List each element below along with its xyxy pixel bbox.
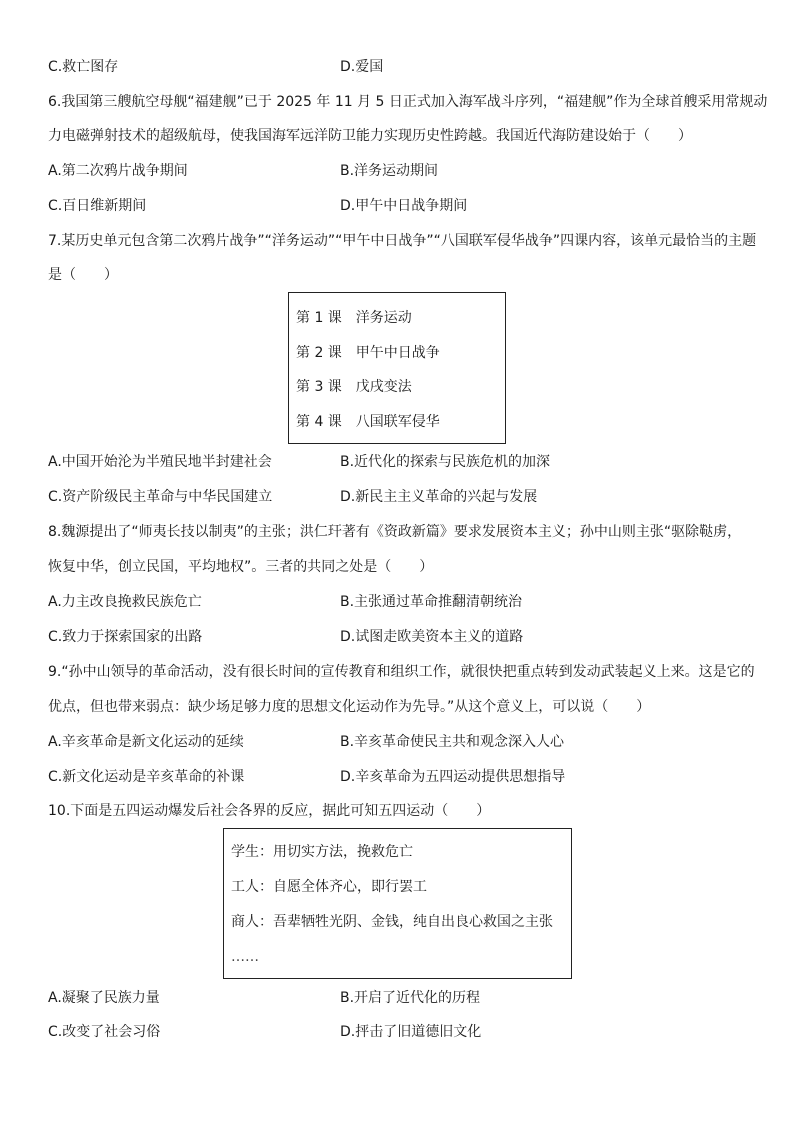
q8-stem-line1: 8.魏源提出了“师夷长技以制夷”的主张；洪仁玕著有《资政新篇》要求发展资本主义；孙中山则主张“驱除鞑虏， — [48, 524, 742, 540]
q7-lesson-box — [288, 292, 506, 444]
q6-stem-line1: 6.我国第三艘航空母舰“福建舰”已于 2025 年 11 月 5 日正式加入海军战斗序列，“福建舰”作为全球首艘采用常规动 — [48, 94, 768, 110]
q8-option-b: B.主张通过革命推翻清朝统治 — [340, 594, 523, 610]
q10-stem: 10.下面是五四运动爆发后社会各界的反应，据此可知五四运动（ ） — [48, 803, 491, 819]
q8-option-c: C.致力于探索国家的出路 — [48, 629, 203, 645]
q9-option-b: B.辛亥革命使民主共和观念深入人心 — [340, 734, 565, 750]
q10-reaction-students: 学生：用切实方法，挽救危亡 — [231, 844, 413, 860]
q5-option-c: C.救亡图存 — [48, 59, 119, 75]
q9-option-a: A.辛亥革命是新文化运动的延续 — [48, 734, 244, 750]
q10-reaction-merchants: 商人：吾辈牺牲光阴、金钱，纯自出良心救国之主张 — [231, 914, 553, 930]
q10-option-d: D.抨击了旧道德旧文化 — [340, 1024, 482, 1040]
q8-option-d: D.试图走欧美资本主义的道路 — [340, 629, 524, 645]
q7-lesson-3: 第 3 课 戊戌变法 — [296, 379, 412, 395]
q10-option-b: B.开启了近代化的历程 — [340, 990, 481, 1006]
q6-option-a: A.第二次鸦片战争期间 — [48, 163, 188, 179]
q5-option-d: D.爱国 — [340, 59, 384, 75]
q9-stem-line1: 9.“孙中山领导的革命活动，没有很长时间的宣传教育和组织工作，就很快把重点转到发动武装起义上来。这是它的 — [48, 664, 755, 680]
q9-stem-line2: 优点，但也带来弱点：缺少场足够力度的思想文化运动作为先导。”从这个意义上，可以说（ ） — [48, 699, 651, 715]
q6-option-b: B.洋务运动期间 — [340, 163, 439, 179]
q10-option-a: A.凝聚了民族力量 — [48, 990, 160, 1006]
q9-option-c: C.新文化运动是辛亥革命的补课 — [48, 769, 245, 785]
q7-option-a: A.中国开始沦为半殖民地半封建社会 — [48, 454, 272, 470]
q10-reaction-workers: 工人：自愿全体齐心，即行罢工 — [231, 879, 427, 895]
q8-option-a: A.力主改良挽救民族危亡 — [48, 594, 202, 610]
q7-stem-line2: 是（ ） — [48, 267, 118, 283]
q6-stem-line2: 力电磁弹射技术的超级航母，使我国海军远洋防卫能力实现历史性跨越。我国近代海防建设始于（ ） — [48, 128, 692, 144]
q7-lesson-1: 第 1 课 洋务运动 — [296, 310, 412, 326]
q10-option-c: C.改变了社会习俗 — [48, 1024, 161, 1040]
q7-option-c: C.资产阶级民主革命与中华民国建立 — [48, 489, 273, 505]
q7-stem-line1: 7.某历史单元包含第二次鸦片战争”“洋务运动”“甲午中日战争”“八国联军侵华战争”四课内容，该单元最恰当的主题 — [48, 233, 757, 249]
q7-option-d: D.新民主主义革命的兴起与发展 — [340, 489, 538, 505]
q7-lesson-4: 第 4 课 八国联军侵华 — [296, 414, 440, 430]
q6-option-c: C.百日维新期间 — [48, 198, 147, 214]
q7-lesson-2: 第 2 课 甲午中日战争 — [296, 345, 440, 361]
q7-option-b: B.近代化的探索与民族危机的加深 — [340, 454, 551, 470]
q10-reaction-ellipsis: …… — [231, 949, 259, 965]
q9-option-d: D.辛亥革命为五四运动提供思想指导 — [340, 769, 566, 785]
q10-reaction-box — [223, 828, 572, 979]
q6-option-d: D.甲午中日战争期间 — [340, 198, 468, 214]
q8-stem-line2: 恢复中华，创立民国，平均地权”。三者的共同之处是（ ） — [48, 559, 434, 575]
